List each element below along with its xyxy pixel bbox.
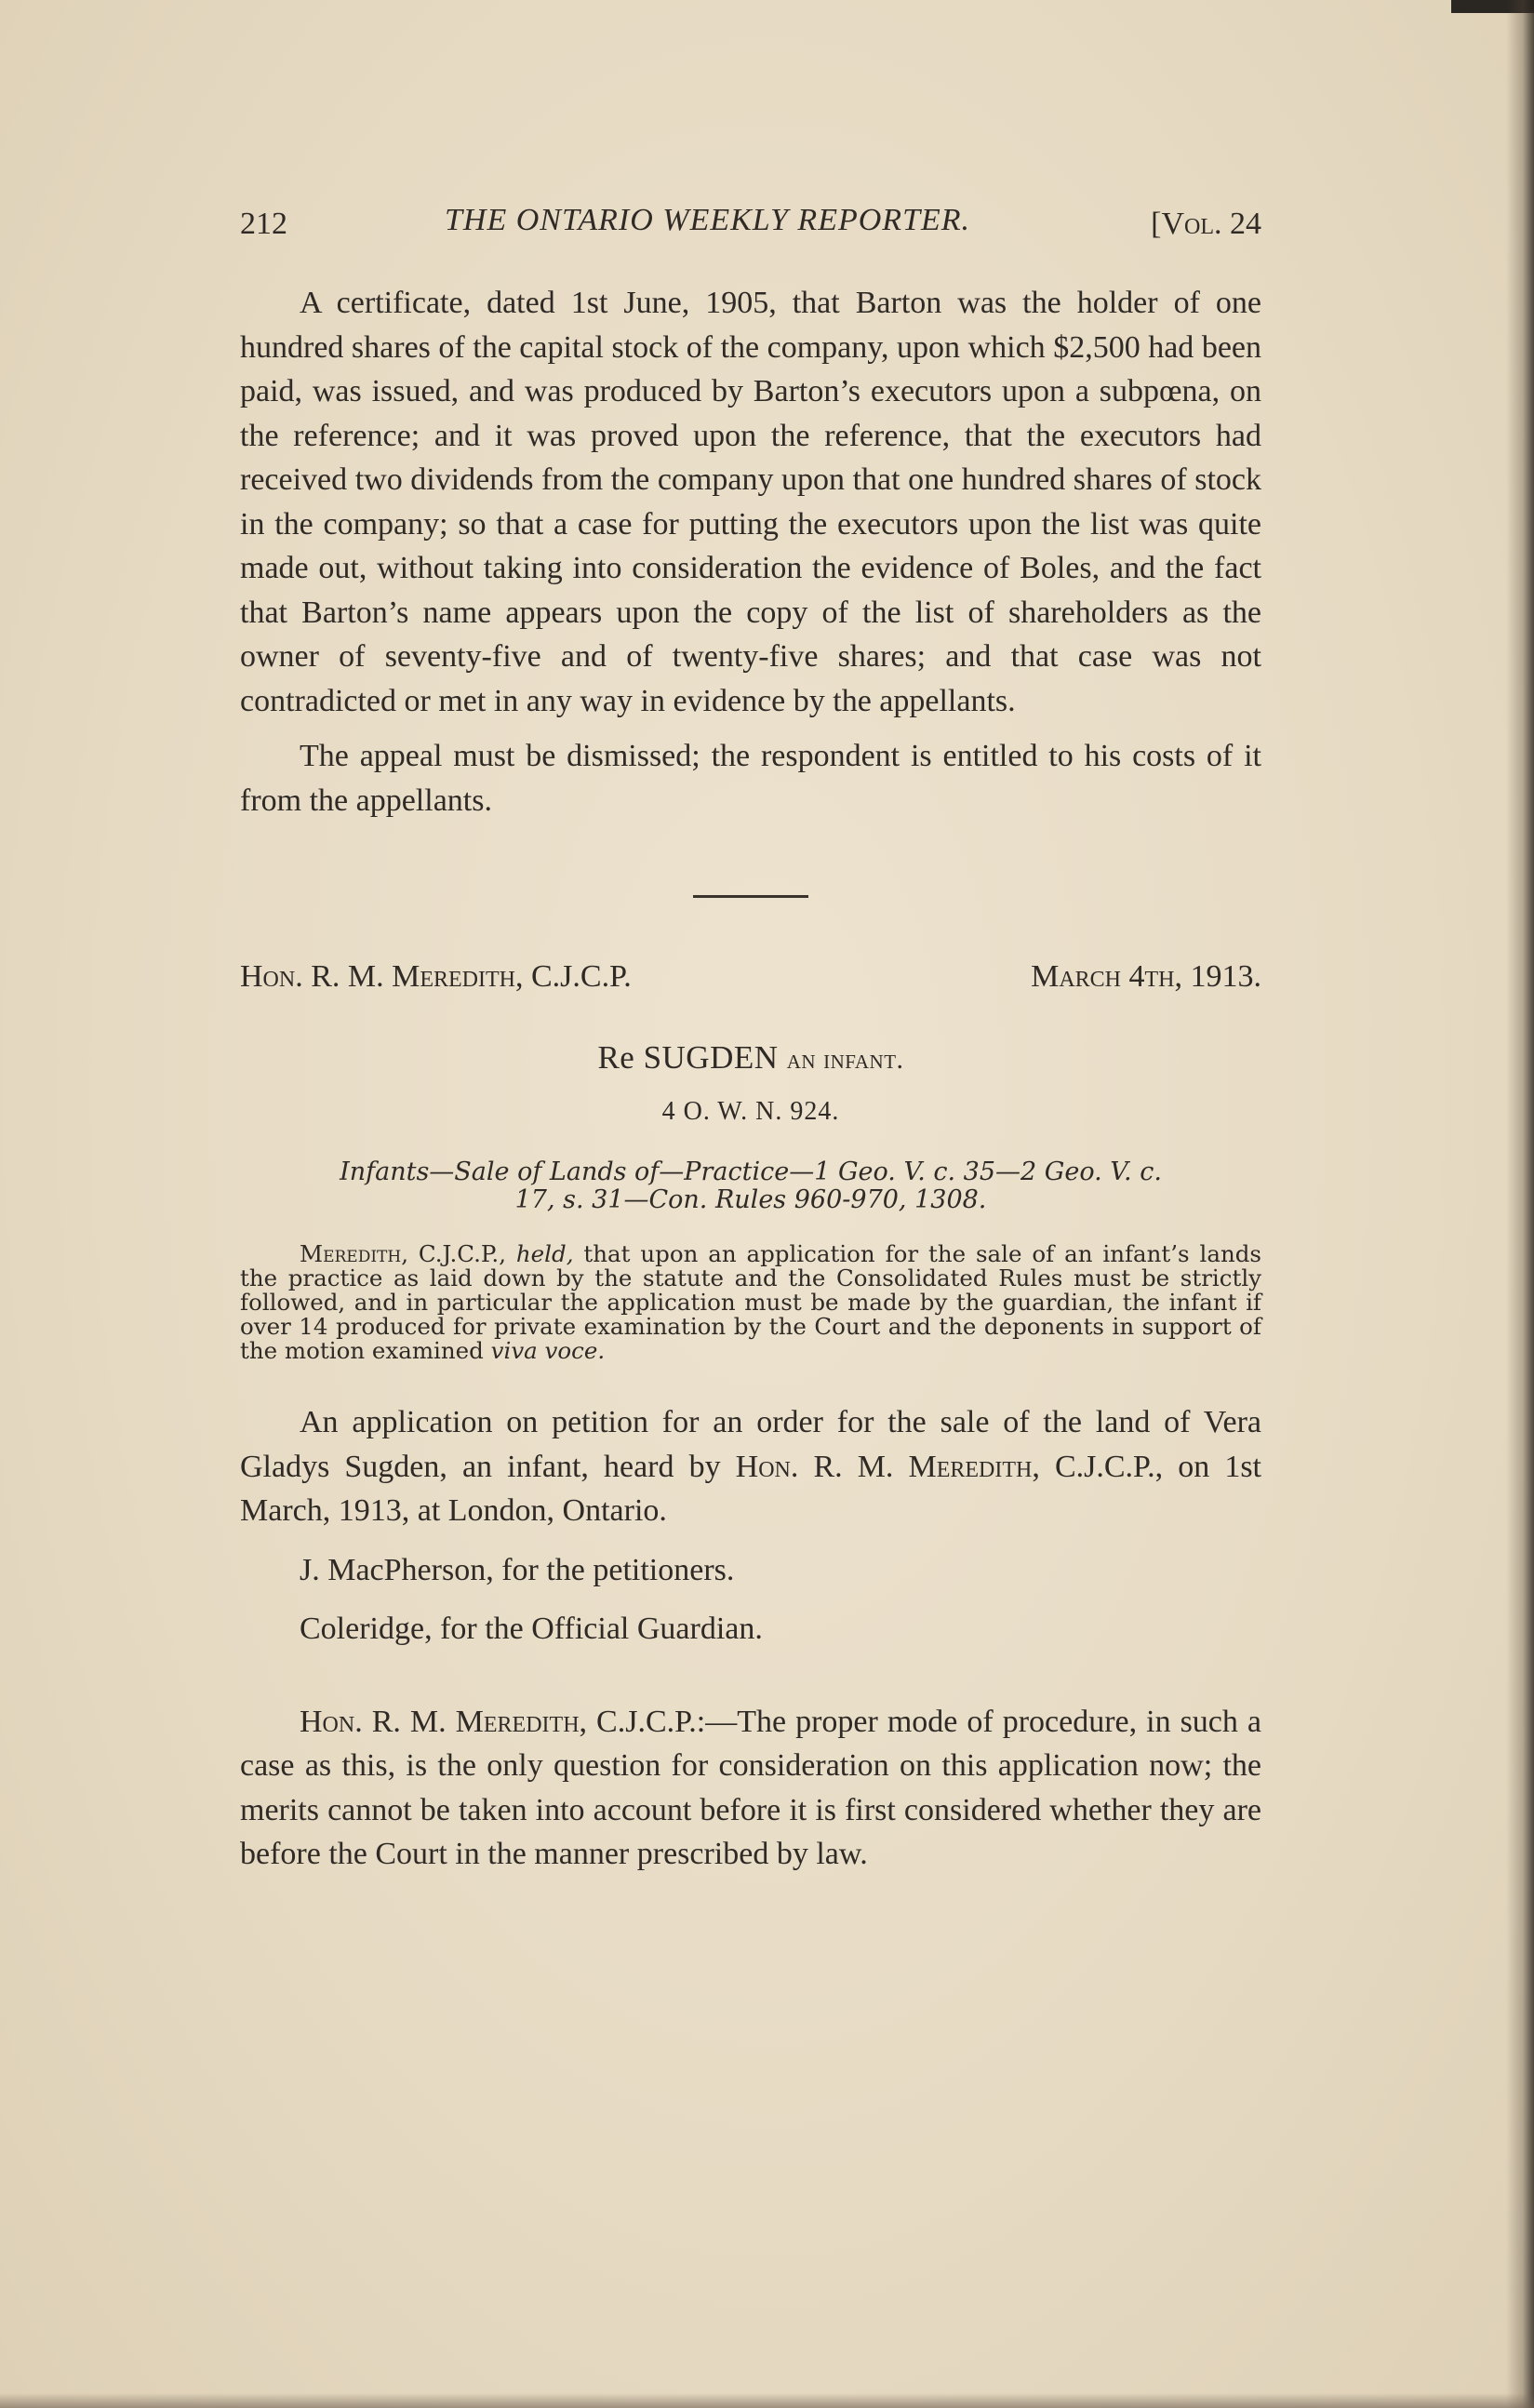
headnote (240, 1242, 1261, 1363)
counsel-list (240, 1548, 1261, 1652)
page-edge-shadow (1506, 0, 1534, 2408)
headnote-viva-voce: viva voce. (490, 1337, 606, 1364)
judgment-paragraph (240, 1700, 1261, 1877)
section-divider (693, 895, 808, 898)
prev-case-paragraph-1: A certificate, dated 1st June, 1905, that Barton was the holder of one hundred shares of the capital stock of the company, upon which $2,500 had been paid, was issued, and was produced by Barton’s executors upon a subpœna, on the reference; and it was proved upon the reference, that the executors had received two dividends from the company upon that one hundred shares of stock in the company; so that a case for putting the executors upon the list was quite made out, without taking into consideration the evidence of Boles, and the fact that Barton’s name appears upon the copy of the list of shareholders as the owner of seventy-five and of twenty-five shares; and that case was not contradicted or met in any way in evidence by the appellants. (240, 286, 1261, 718)
case-title-main: Re SUGDEN (597, 1039, 779, 1076)
scan-shadow-bottom (0, 2393, 1534, 2408)
catchwords (240, 1158, 1261, 1214)
journal-title: THE ONTARIO WEEKLY REPORTER. (445, 203, 971, 237)
headnote-held: held, (515, 1240, 574, 1267)
application-intro: An application on petition for an order for the sale of the land of Vera Gladys Sugden, an infant, heard by (240, 1405, 1261, 1484)
application-judge: Hon. R. M. Meredith, C.J.C.P., (735, 1449, 1164, 1484)
running-head (240, 195, 1261, 251)
counsel-official-guardian: Coleridge, for the Official Guardian. (300, 1612, 763, 1646)
judgment-judge: Hon. R. M. Meredith, C.J.C.P. (300, 1704, 697, 1739)
application-rest: on 1st March, 1913, at London, Ontario. (240, 1449, 1261, 1528)
case-citation: 4 O. W. N. 924. (661, 1097, 840, 1126)
prev-case-paragraph-2: The appeal must be dismissed; the respondent is entitled to his costs of it from the appellants. (240, 739, 1261, 818)
case-header (240, 959, 1261, 1006)
page-content (240, 195, 1261, 1877)
catchwords-line-2: 17, s. 31—Con. Rules 960-970, 1308. (514, 1185, 987, 1214)
case-date: March 4th, 1913. (1031, 959, 1261, 994)
judgment-text: :—The proper mode of procedure, in such a case as this, is the only question for consideration on this application now; the merits cannot be taken into account before it is first considered whether they are before the Court in the manner prescribed by law. (240, 1704, 1261, 1871)
case-title (240, 1039, 1261, 1077)
case-title-sub: an infant. (786, 1044, 904, 1075)
counsel-petitioners: J. MacPherson, for the petitioners. (300, 1552, 735, 1587)
page-number: 212 (240, 207, 287, 241)
headnote-text: that upon an application for the sale of an infant’s lands the practice as laid down by the statute and the Consolidated Rules must be strictly followed, and in particular the application must be made by the guardian, the infant if over 14 produced for private examination by the Court and the deponents in support of the motion examined (240, 1240, 1261, 1364)
headnote-judge: Meredith, C.J.C.P., (300, 1240, 507, 1267)
catchwords-line-1: Infants—Sale of Lands of—Practice—1 Geo. V. c. 35—2 Geo. V. c. (340, 1157, 1162, 1186)
case-judge: Hon. R. M. Meredith, C.J.C.P. (240, 959, 632, 994)
volume-number: [Vol. 24 (1151, 207, 1261, 241)
application-paragraph (240, 1400, 1261, 1533)
